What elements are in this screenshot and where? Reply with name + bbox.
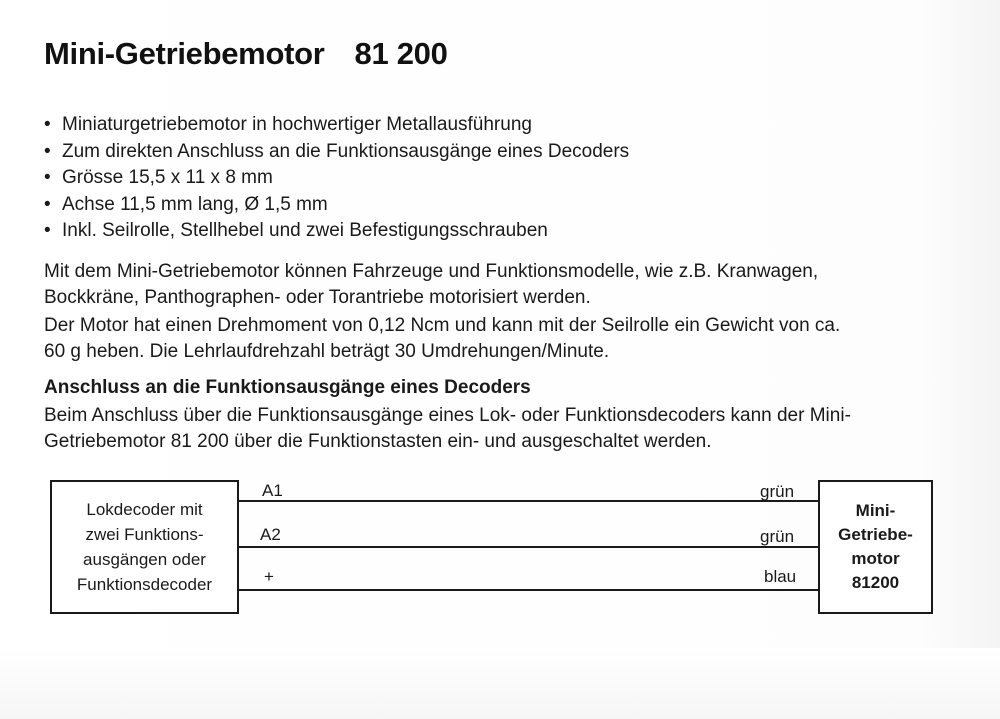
feature-item — [44, 139, 629, 166]
motor-label-line: Mini- — [855, 501, 896, 520]
motor-label-line: Getriebe- — [838, 525, 913, 544]
decoder-label-line: Lokdecoder mit — [86, 500, 203, 519]
terminal-label-plus: + — [264, 567, 274, 586]
decoder-label-line: zwei Funktions- — [85, 525, 204, 544]
feature-item — [44, 112, 629, 139]
feature-text: Achse 11,5 mm lang, Ø 1,5 mm — [62, 193, 328, 215]
bullet-icon: • — [44, 140, 51, 162]
page-bottom-shade — [0, 648, 1000, 719]
feature-item — [44, 192, 629, 219]
feature-item — [44, 218, 629, 245]
bullet-icon: • — [44, 114, 51, 135]
terminal-label-a1: A1 — [262, 481, 283, 500]
product-name: Mini-Getriebemotor — [44, 36, 325, 71]
paragraph-line: Bockkräne, Panthographen- oder Torantriebe motorisiert werden. — [44, 287, 591, 308]
paragraph-line: Beim Anschluss über die Funktionsausgänge eines Lok- oder Funktionsdecoders kann der Mini- — [44, 405, 851, 426]
motor-label-line: motor — [851, 549, 900, 568]
terminal-label-a2: A2 — [260, 525, 281, 544]
decoder-label-line: ausgängen oder — [83, 550, 206, 569]
wire-color-label-plus: blau — [764, 567, 797, 586]
bullet-icon: • — [44, 220, 51, 241]
product-number: 81 200 — [354, 36, 448, 71]
section-heading: Anschluss an die Funktionsausgänge eines Decoders — [44, 377, 531, 398]
bullet-icon: • — [44, 167, 51, 188]
paragraph-line: Mit dem Mini-Getriebemotor können Fahrzeuge und Funktionsmodelle, wie z.B. Kranwagen, — [44, 261, 819, 282]
motor-label-line: 81200 — [851, 573, 900, 592]
feature-text: Inkl. Seilrolle, Stellhebel und zwei Befestigungsschrauben — [62, 220, 548, 241]
paragraph-line: Getriebemotor 81 200 über die Funktionstasten ein- und ausgeschaltet werden. — [44, 431, 712, 452]
page-title — [44, 36, 448, 72]
description-paragraph — [44, 259, 974, 311]
feature-text: Grösse 15,5 x 11 x 8 mm — [62, 167, 273, 188]
paragraph-line: Der Motor hat einen Drehmoment von 0,12 Ncm und kann mit der Seilrolle ein Gewicht von ca. — [44, 315, 841, 336]
feature-item — [44, 165, 629, 192]
paragraph-line: 60 g heben. Die Lehrlaufdrehzahl beträgt 30 Umdrehungen/Minute. — [44, 341, 610, 362]
decoder-label-line: Funktionsdecoder — [76, 575, 213, 594]
motor-specs-paragraph — [44, 313, 974, 365]
feature-text: Zum direkten Anschluss an die Funktionsausgänge eines Decoders — [62, 140, 630, 162]
feature-text: Miniaturgetriebemotor in hochwertiger Metallausführung — [62, 114, 532, 135]
feature-list — [44, 112, 629, 245]
bullet-icon: • — [44, 193, 51, 215]
connection-paragraph — [44, 403, 974, 455]
wire-color-label-a1: grün — [760, 482, 795, 501]
wire-color-label-a2: grün — [760, 527, 795, 546]
